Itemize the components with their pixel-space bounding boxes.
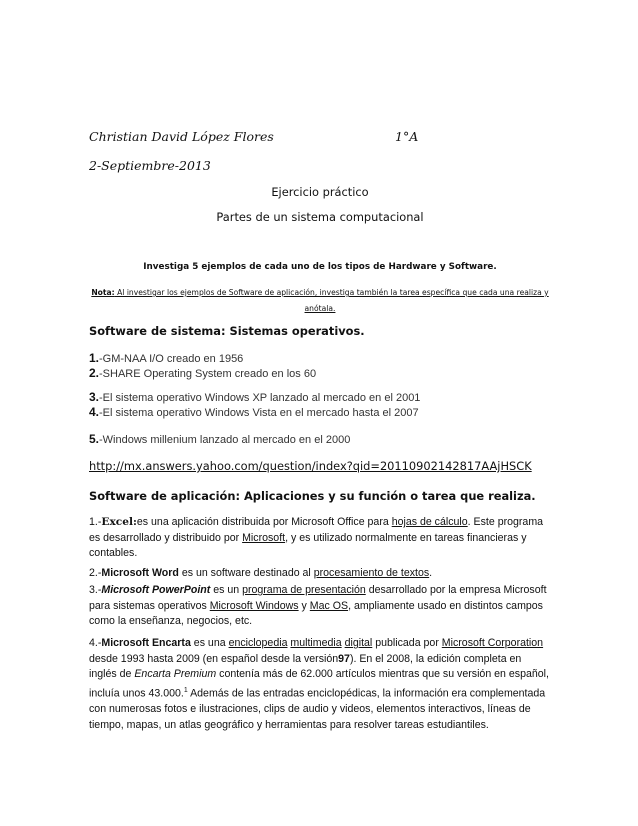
item-number: 2.: [89, 366, 100, 380]
link-text[interactable]: hojas de cálculo: [391, 516, 468, 528]
doc-subtitle: Partes de un sistema computacional: [216, 210, 424, 224]
link-text[interactable]: digital: [344, 637, 373, 649]
link-text[interactable]: Microsoft Windows: [209, 599, 299, 612]
link-text[interactable]: procesamiento de textos: [313, 567, 430, 579]
link-text[interactable]: programa de presentación: [242, 584, 366, 596]
paragraph-word: 2.-Microsoft Word es un software destinado al procesamiento de textos.: [89, 567, 433, 579]
link-text[interactable]: multimedia: [290, 637, 342, 649]
note-text: Al investigar los ejemplos de Software de aplicación, investiga también la tarea específica que cada una realiza y anótala.: [114, 288, 549, 313]
link-text[interactable]: Microsoft Corporation: [441, 637, 544, 649]
source-link[interactable]: http://mx.answers.yahoo.com/question/index?qid=20110902142817AAjHSCK: [89, 459, 532, 473]
link-text[interactable]: Microsoft: [242, 531, 286, 544]
author-name: Christian David López Flores: [89, 129, 274, 144]
link-text[interactable]: enciclopedia: [228, 637, 288, 649]
item-text: -Windows millenium lanzado al mercado en el 2000: [99, 434, 351, 446]
system-software-heading: Software de sistema: Sistemas operativos.: [89, 324, 365, 338]
note-label: Nota:: [91, 288, 115, 297]
note: [89, 285, 551, 317]
program-name: Excel:: [101, 516, 137, 528]
paragraph-encarta: 4.-Microsoft Encarta es una enciclopedia multimedia digital publicada por Microsoft Corporation desde 1993 hasta 2009 (en español desde la versión97). En el 2008, la edición completa en inglés de Encarta Premium contenía más de 62.000 artículos mientras que su versión en español, incluía unos 43.000.$^1$ Además de las entradas enciclopédicas, la información era complementada con numerosas fotos e ilustraciones, clips de audio y videos, elementos interactivos, líneas de tiempo, mapas, un atlas geográfico y herramientas para resolver tareas estudiantiles.: [89, 637, 549, 731]
item-text: -GM-NAA I/O creado en 1956: [99, 353, 244, 365]
list-item: [89, 390, 551, 406]
date: 2-Septiembre-2013: [89, 158, 211, 173]
app-software-heading: Software de aplicación: Aplicaciones y su función o tarea que realiza.: [89, 489, 536, 503]
item-text: -SHARE Operating System creado en los 60: [99, 368, 317, 380]
list-item: [89, 405, 551, 421]
list-item: [89, 432, 551, 448]
item-number: 3.: [89, 390, 100, 404]
doc-title: Ejercicio práctico: [271, 185, 369, 199]
grade: 1°A: [395, 129, 419, 144]
item-number: 1.: [89, 351, 100, 365]
item-text: -El sistema operativo Windows Vista en el mercado hasta el 2007: [99, 407, 419, 419]
paragraph-powerpoint: 3.-Microsoft PowerPoint es un programa de presentación desarrollado por la empresa Microsoft para sistemas operativos Microsoft Windows y Mac OS, ampliamente usado en distintos campos como la enseñanza, negocios, etc.: [89, 584, 547, 628]
instruction: Investiga 5 ejemplos de cada uno de los tipos de Hardware y Software.: [143, 262, 497, 272]
footnote-ref[interactable]: 1: [183, 686, 188, 694]
program-name: Microsoft Word: [101, 567, 179, 579]
program-name: Microsoft Encarta: [101, 637, 191, 649]
list-item: [89, 366, 551, 382]
item-text: -El sistema operativo Windows XP lanzado al mercado en el 2001: [99, 392, 421, 404]
item-number: 4.: [89, 405, 100, 419]
header-line: [89, 129, 551, 144]
program-name: Microsoft PowerPoint: [101, 584, 211, 596]
list-item: [89, 351, 551, 367]
link-text[interactable]: Mac OS: [309, 599, 349, 612]
paragraph-excel: 1.-Excel:es una aplicación distribuida por Microsoft Office para hojas de cálculo. Este programa es desarrollado y distribuido por Microsoft, y es utilizado normalmente en tareas financieras y contables.: [89, 516, 544, 560]
item-number: 5.: [89, 432, 100, 446]
